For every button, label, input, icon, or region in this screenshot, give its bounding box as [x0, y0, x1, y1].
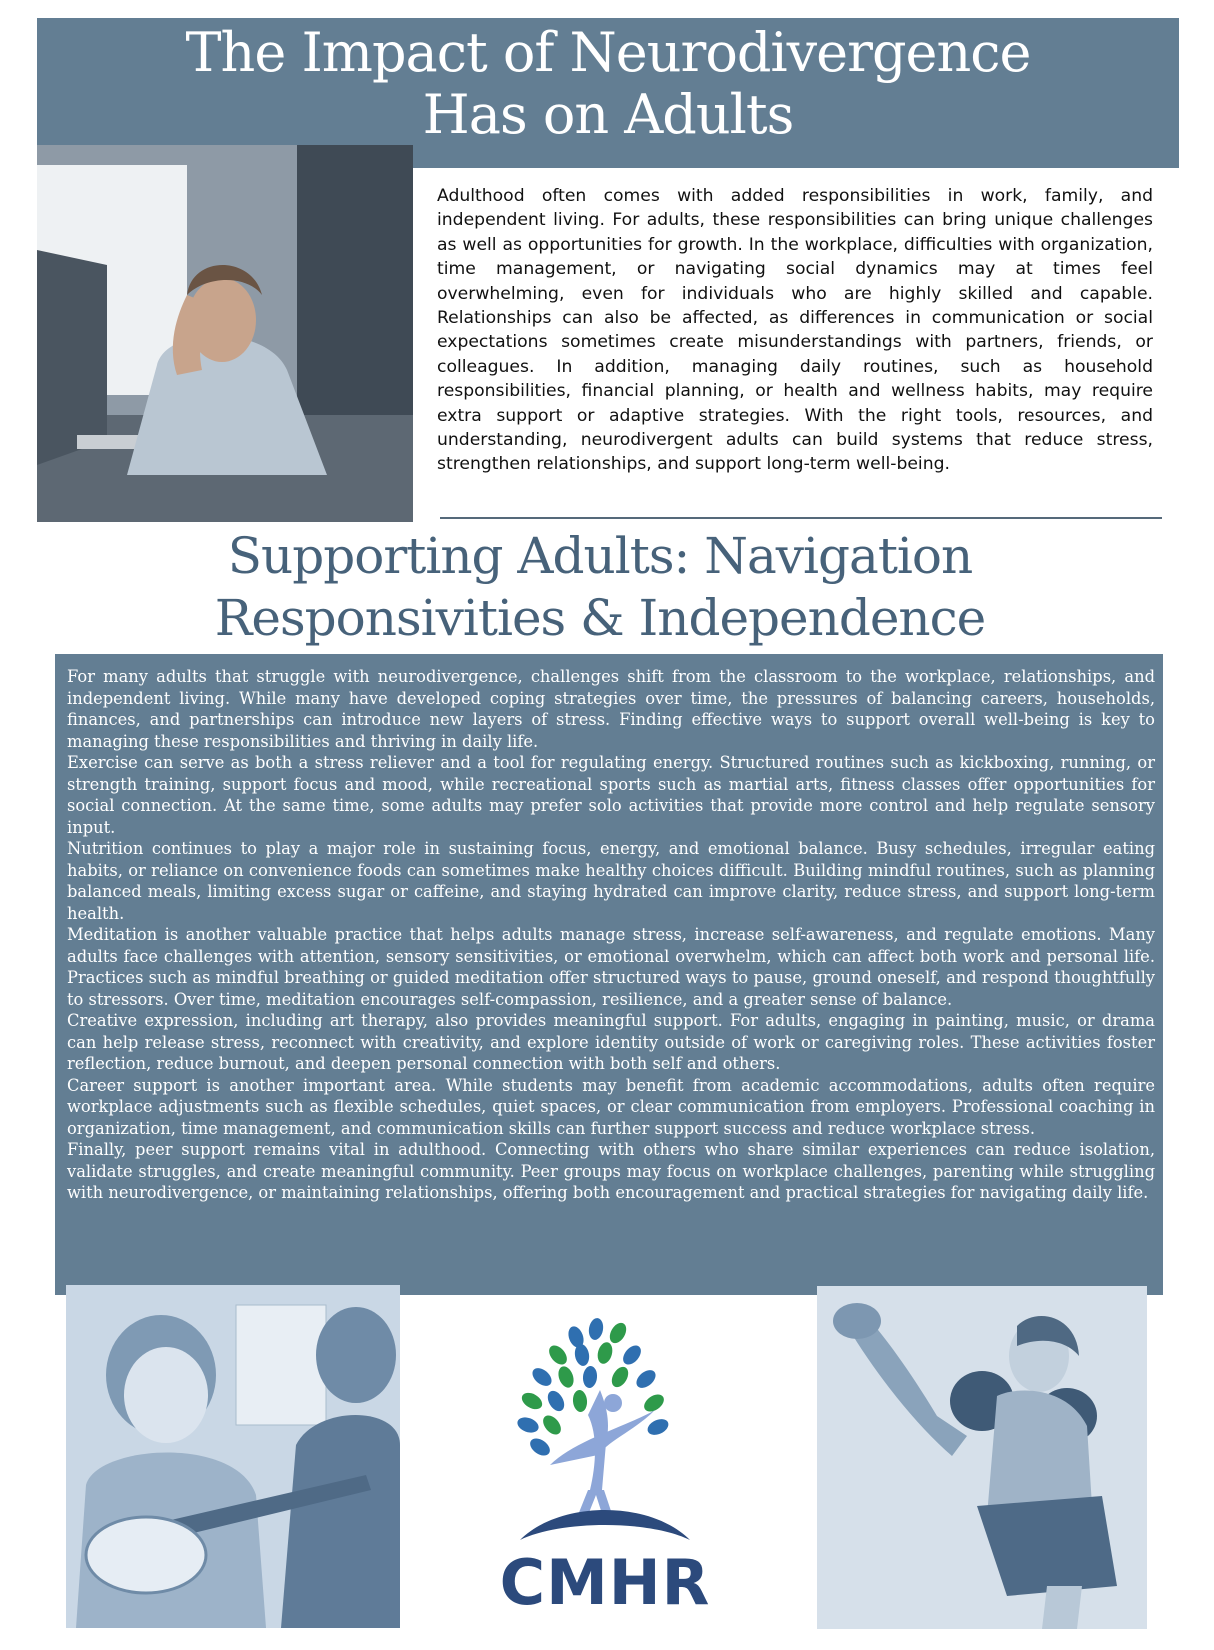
- page-title-line2: Has on Adults: [422, 83, 794, 146]
- body-paragraph: Career support is another important area. While students may benefit from academic accommodations, adults often require workplace adjustments such as flexible schedules, quiet spaces, or clear communication from employers. Professional coaching in organization, time management, and communication skills can further support success and reduce workplace stress.: [67, 1075, 1155, 1138]
- stressed-man-illustration: [37, 145, 413, 522]
- body-paragraph: Exercise can serve as both a stress reliever and a tool for regulating energy. Structured routines such as kickboxing, running, or strength training, support focus and mood, while recreational sports such as martial arts, fitness classes offer opportunities for social connection. At the same time, some adults may prefer solo activities that provide more control and help regulate sensory input.: [67, 753, 1155, 837]
- section-divider: [440, 517, 1162, 519]
- tree-person-icon: [480, 1315, 730, 1550]
- body-paragraph: For many adults that struggle with neurodivergence, challenges shift from the classroom to the workplace, relationships, and independent living. While many have developed coping strategies over time, the pressures of balancing careers, households, finances, and partnerships can introduce new layers of stress. Finding effective ways to support overall well-being is key to managing these responsibilities and thriving in daily life.: [67, 667, 1155, 751]
- section-title-line1: Supporting Adults: Navigation: [227, 527, 973, 585]
- body-paragraph: Nutrition continues to play a major role in sustaining focus, energy, and emotional balance. Busy schedules, irregular eating habits, or reliance on convenience foods can sometimes make healthy choices difficult. Building mindful routines, such as planning balanced meals, limiting excess sugar or caffeine, and staying hydrated can improve clarity, reduce stress, and support long-term health.: [67, 839, 1155, 923]
- body-paragraph: Finally, peer support remains vital in adulthood. Connecting with others who share similar experiences can reduce isolation, validate struggles, and create meaningful community. Peer groups may focus on workplace challenges, parenting while struggling with neurodivergence, or maintaining relationships, offering both encouragement and practical strategies for navigating daily life.: [67, 1140, 1155, 1202]
- body-text-panel: [55, 654, 1163, 1295]
- kickboxing-photo: [817, 1286, 1147, 1629]
- page-title: [37, 22, 1179, 146]
- body-paragraph: Creative expression, including art therapy, also provides meaningful support. For adults, engaging in painting, music, or drama can help release stress, reconnect with creativity, and explore identity outside of work or caregiving roles. These activities foster reflection, reduce burnout, and deepen personal connection with both self and others.: [67, 1011, 1155, 1073]
- body-paragraph: Meditation is another valuable practice that helps adults manage stress, increase self-awareness, and regulate emotions. Many adults face challenges with attention, sensory sensitivities, or emotional overwhelm, which can affect both work and personal life. Practices such as mindful breathing or guided meditation offer structured ways to pause, ground oneself, and respond thoughtfully to stressors. Over time, meditation encourages self-compassion, resilience, and a greater sense of balance.: [67, 925, 1155, 1009]
- logo-wordmark: CMHR: [499, 1546, 711, 1619]
- guitar-lesson-photo: [66, 1285, 400, 1628]
- guitar-lesson-illustration: [66, 1285, 400, 1628]
- kickboxer-illustration: [817, 1286, 1147, 1629]
- intro-paragraph: Adulthood often comes with added responsibilities in work, family, and independent living. For adults, these responsibilities can bring unique challenges as well as opportunities for growth. In the workplace, difficulties with organization, time management, or navigating social dynamics may at times feel overwhelming, even for individuals who are highly skilled and capable. Relationships can also be affected, as differences in communication or social expectations sometimes create misunderstandings with partners, friends, or colleagues. In addition, managing daily routines, such as household responsibilities, financial planning, or health and wellness habits, may require extra support or adaptive strategies. With the right tools, resources, and understanding, neurodivergent adults can build systems that reduce stress, strengthen relationships, and support long-term well-being.: [437, 186, 1153, 475]
- stressed-man-photo: [37, 145, 413, 522]
- section-title: [120, 525, 1080, 649]
- page-title-line1: The Impact of Neurodivergence: [185, 21, 1031, 84]
- section-title-line2: Responsivities & Independence: [214, 589, 986, 647]
